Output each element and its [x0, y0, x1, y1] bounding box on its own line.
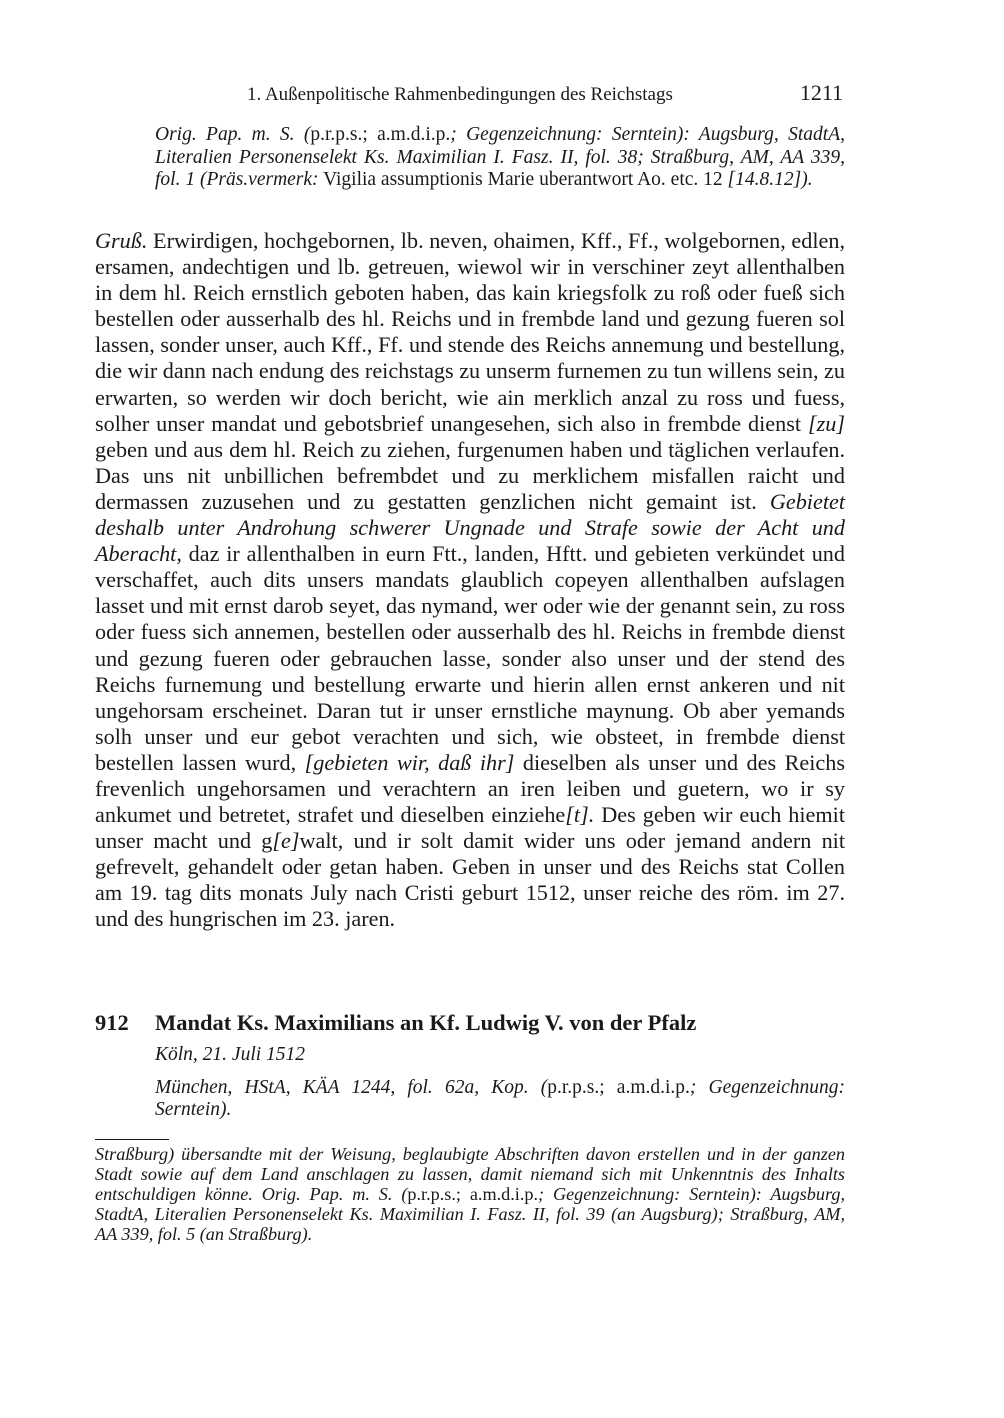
- document-number: 912: [95, 1010, 129, 1035]
- body-italic-5: [t].: [565, 802, 595, 828]
- source-note-italic-1: Orig. Pap. m. S. (: [155, 124, 311, 145]
- body-italic-6: [e]: [272, 828, 300, 854]
- footnote-plain-1: p.r.p.s.;: [407, 1184, 461, 1204]
- document-source-text: [155, 1077, 845, 1121]
- footnote: [95, 1144, 845, 1244]
- body-text-2: geben und aus dem hl. Reich zu ziehen, furgenumen haben und täglichen verlaufen. Das uns nit unbillichen befrembdet und zu merklichem misfallen raicht und dermassen zuzusehen und zu gestatten genzlichen nicht gemaint ist.: [95, 436, 845, 514]
- body-text-6: walt, und ir solt damit wider uns oder jemand andern nit gefrevelt, gehandelt oder getan haben. Geben in unser und des Reichs stat Collen am 19. tag dits monats July nach Cristi geburt 1512, unser reiche des röm. im 27. und des hungrischen im 23. jaren.: [95, 828, 845, 932]
- body-italic-2: [zu]: [808, 410, 845, 436]
- footnote-divider: [95, 1139, 169, 1140]
- source-note-text: [155, 124, 845, 192]
- footnote-italic-2: ; Gegenzeichnung: Serntein): Augsburg, StadtA, Literalien Personenselekt Ks. Maximilian I. Fasz. II, fol. 39 (an Augsburg); Straßburg, AM, AA 339, fol. 5 (an Straßburg).: [95, 1184, 845, 1244]
- running-title: 1. Außenpolitische Rahmenbedingungen des Reichstags: [247, 84, 673, 105]
- body-text-4: dieselben als unser und des Reichs frevenlich ungehorsamen und verachtern an iren leiben und guetern, wo ir sy ankumet und betretet, strafet und dieselben einziehe: [95, 749, 845, 828]
- body-italic-greeting: Gruß.: [95, 228, 148, 253]
- source-note-plain-2: a.m.d.i.p.: [367, 124, 451, 145]
- source-note-plain-3: Vigilia assumptionis Marie uberantwort Ao. etc. 12: [318, 169, 728, 190]
- running-header: [95, 80, 845, 108]
- source-note-italic-3: [14.8.12]).: [727, 169, 813, 190]
- document-date-place: Köln, 21. Juli 1512: [155, 1044, 306, 1065]
- doc-source-plain-2: a.m.d.i.p.: [604, 1077, 690, 1098]
- page-number: 1211: [799, 80, 843, 105]
- doc-source-italic-1: München, HStA, KÄA 1244, fol. 62a, Kop. (: [155, 1077, 548, 1098]
- footnote-text: [95, 1144, 845, 1244]
- doc-source-italic-2: ; Gegenzeichnung: Serntein).: [155, 1077, 845, 1120]
- body-text-3: daz ir allenthalben in eurn Ftt., landen, Hftt. und gebieten verkündet und verschaffet, auch dits unsers mandats glaublich copeyen allenthalben aufslagen lasset und mit ernst darob seyet, das nymand, wer oder wie der genannt sein, zu ross oder fuess sich annemen, bestellen oder ausserhalb des hl. Reichs in frembde dienst und gezung fueren oder gebrauchen lasse, sonder also unser und der stend des Reichs furnemung und bestellung erwarte und hierin allen ernst ankeren und nit ungehorsam erscheinet. Daran tut ir unser ernstliche maynung. Ob aber yemands solh unser und eur gebot verachten und sich, wie obsteet, in frembde dienst bestellen lassen wurd,: [95, 541, 845, 775]
- body-italic-4: [gebieten wir, daß ihr]: [304, 749, 515, 775]
- mandate-body-text: [95, 228, 845, 933]
- body-italic-3: Gebietet deshalb unter Androhung schwerer Ungnade und Strafe sowie der Acht und Aberacht,: [95, 488, 845, 567]
- body-text-1: Erwirdigen, hochgebornen, lb. neven, ohaimen, Kff., Ff., wolgebornen, edlen, ersamen, andechtigen und lb. getreuen, wiewol wir in verschiner zeyt allenthalben in dem hl. Reich ernstlich geboten haben, das kain kriegsfolk zu roß oder fueß sich bestellen oder ausserhalb des hl. Reichs und in frembde land und gezung fueren sol lassen, sonder unser, auch Kff., Ff. und stende des Reichs annemung und bestellung, die wir dann nach endung des reichstags zu unserm furnemen zu tun willens sein, zu erwarten, so werden wir doch bericht, wie ain merklich anzal zu ross und fuess, solher unser mandat und gebotsbrief unangesehen, sich also in frembde dienst: [95, 228, 845, 436]
- document-source: [155, 1077, 845, 1121]
- doc-source-plain-1: p.r.p.s.;: [547, 1077, 605, 1098]
- mandate-paragraph: [95, 228, 845, 933]
- document-title: Mandat Ks. Maximilians an Kf. Ludwig V. von der Pfalz: [155, 1010, 697, 1035]
- footnote-plain-2: a.m.d.i.p.: [460, 1184, 539, 1204]
- source-note-plain-1: p.r.p.s.;: [310, 124, 368, 145]
- body-text-5: Des geben wir euch hiemit unser macht und g: [95, 802, 845, 854]
- footnote-italic-1: Straßburg) übersandte mit der Weisung, beglaubigte Abschriften davon erstellen und in der ganzen Stadt sowie auf dem Land anschlagen zu lassen, damit niemand sich mit Unkenntnis des Inhalts entschuldigen könne. Orig. Pap. m. S. (: [95, 1144, 845, 1204]
- source-note: [155, 124, 845, 192]
- source-note-italic-2: ; Gegenzeichnung: Serntein): Augsburg, StadtA, Literalien Personenselekt Ks. Maximilian I. Fasz. II, fol. 38; Straßburg, AM, AA 339, fol. 1 (Präs.vermerk:: [155, 124, 845, 190]
